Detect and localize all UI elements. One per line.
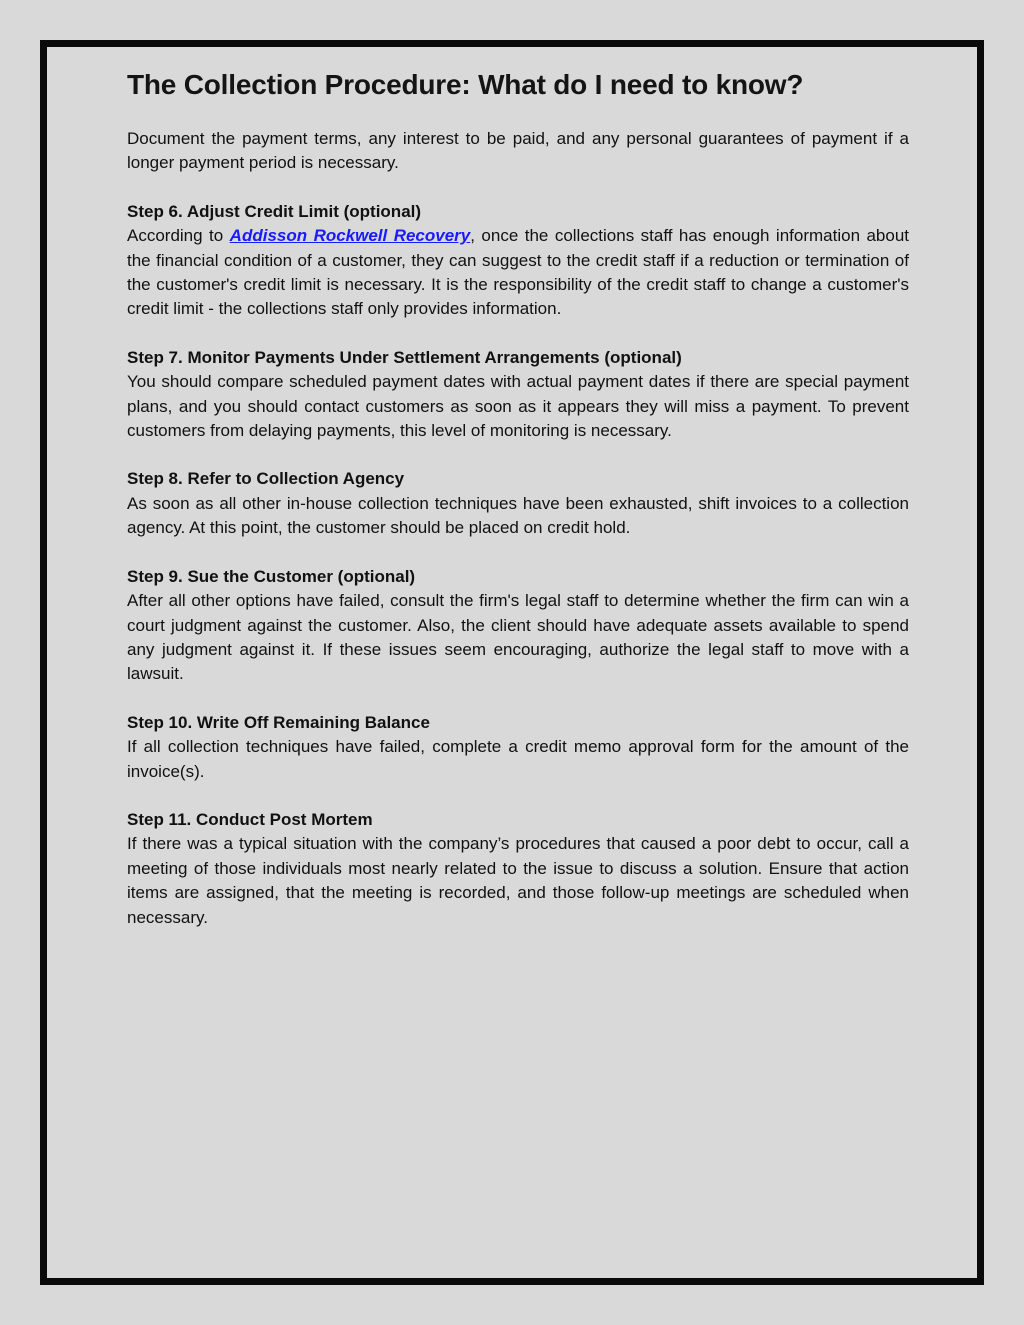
step-7-section	[127, 346, 909, 444]
step-6-heading: Step 6. Adjust Credit Limit (optional)	[127, 201, 422, 221]
step-8-heading: Step 8. Refer to Collection Agency	[127, 469, 405, 489]
step-9-heading: Step 9. Sue the Customer (optional)	[127, 566, 416, 586]
step-9-section	[127, 565, 909, 687]
step-10-body: If all collection techniques have failed, complete a credit memo approval form for the amount of the invoice(s).	[127, 737, 909, 781]
step-6-body	[127, 224, 909, 322]
step-11-heading: Step 11. Conduct Post Mortem	[127, 809, 373, 829]
page-frame	[40, 40, 984, 1285]
step-7-heading: Step 7. Monitor Payments Under Settlement Arrangements (optional)	[127, 347, 682, 367]
document-content	[127, 65, 909, 930]
step-10-heading: Step 10. Write Off Remaining Balance	[127, 712, 430, 732]
addisson-rockwell-recovery-link[interactable]: Addisson Rockwell Recovery	[229, 226, 471, 246]
intro-paragraph: Document the payment terms, any interest to be paid, and any personal guarantees of payment if a longer payment period is necessary.	[127, 129, 909, 173]
step-6-body-after-link: , once the collections staff has enough information about the financial condition of a customer, they can suggest to the credit staff if a reduction or termination of the customer's credit limit is necessary. It is the responsibility of the credit staff to change a customer's credit limit - the collections staff only provides information.	[127, 226, 910, 319]
step-6-body-before-link: According to	[127, 226, 230, 246]
step-11-body: If there was a typical situation with the company’s procedures that caused a poor debt to occur, call a meeting of those individuals most nearly related to the issue to discuss a solution. Ensure that action items are assigned, that the meeting is recorded, and those follow-up meetings are scheduled when necessary.	[127, 834, 909, 927]
page-title: The Collection Procedure: What do I need to know?	[127, 69, 804, 100]
step-7-body: You should compare scheduled payment dates with actual payment dates if there are special payment plans, and you should contact customers as soon as it appears they will miss a payment. To prevent customers from delaying payments, this level of monitoring is necessary.	[127, 372, 909, 441]
step-11-section	[127, 808, 909, 930]
step-10-section	[127, 711, 909, 784]
step-8-body: As soon as all other in-house collection techniques have been exhausted, shift invoices to a collection agency. At this point, the customer should be placed on credit hold.	[127, 493, 909, 538]
step-8-section	[127, 467, 909, 540]
step-6-section	[127, 200, 909, 322]
step-9-body: After all other options have failed, consult the firm's legal staff to determine whether the firm can win a court judgment against the customer. Also, the client should have adequate assets available to spend any judgment against it. If these issues seem encouraging, authorize the legal staff to move with a lawsuit.	[127, 591, 909, 684]
